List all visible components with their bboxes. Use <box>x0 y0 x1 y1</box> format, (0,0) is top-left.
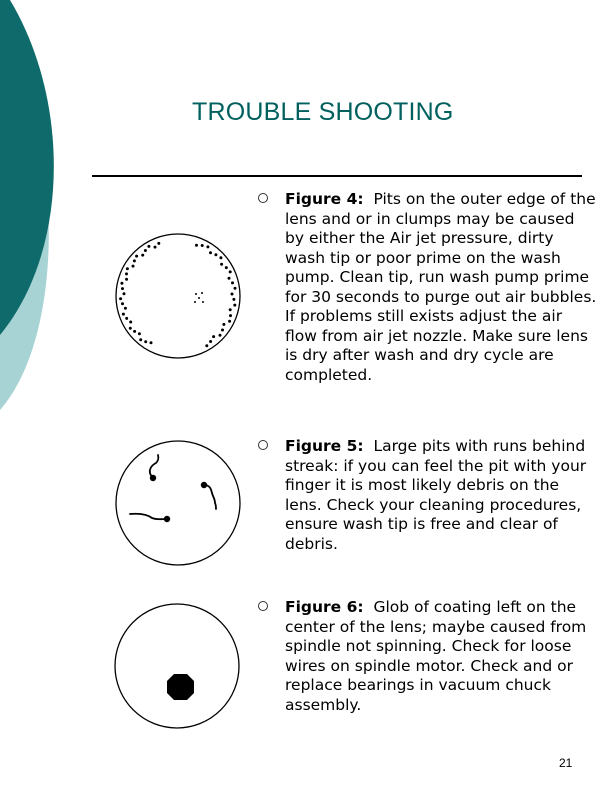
edge-pit-dot <box>141 254 144 257</box>
edge-pit-dot <box>225 266 228 269</box>
lens-outline <box>116 441 240 565</box>
item-text <box>285 437 598 554</box>
edge-pit-dot <box>201 244 204 247</box>
pit-marks <box>150 475 207 522</box>
edge-pit-dot <box>144 340 147 343</box>
figure-description: Large pits with runs behind streak: if you can feel the pit with your finger it is most likely debris on the lens. Check your cleaning procedures, ensure wash tip is free and clear of debris. <box>285 437 587 553</box>
figure-6-lens-diagram <box>112 601 248 737</box>
edge-pit-dot <box>126 267 129 270</box>
edge-pit-dot <box>125 278 128 281</box>
page-title: TROUBLE SHOOTING <box>192 98 454 126</box>
edge-pit-dot <box>139 338 142 341</box>
figure-4-lens-diagram <box>112 230 248 366</box>
figure-description: Pits on the outer edge of the lens and or in clumps may be caused by either the Air jet pressure, dirty wash tip or poor prime on the wash pump. Clean tip, run wash pump prime for 30 seconds to purge out air bubbles. If problems still exists adjust the air flow from air jet nozzle. Make sure lens is dry after wash and dry cycle are completed. <box>285 190 597 384</box>
edge-pit-dots <box>119 242 236 347</box>
edge-pit-dot <box>129 327 132 330</box>
edge-pit-dot <box>221 329 224 332</box>
item-text <box>285 190 598 385</box>
edge-pit-dot <box>205 344 208 347</box>
center-pit-cluster <box>194 292 204 303</box>
edge-pit-dot <box>122 313 125 316</box>
edge-pit-dot <box>228 277 231 280</box>
edge-pit-dot <box>121 287 124 290</box>
edge-pit-dot <box>121 302 124 305</box>
edge-pit-dot <box>229 308 232 311</box>
edge-pit-dot <box>147 245 150 248</box>
edge-pit-dot <box>125 317 128 320</box>
edge-pit-dot <box>154 246 157 249</box>
edge-pit-dot <box>220 263 223 266</box>
item-text <box>285 598 598 715</box>
edge-pit-dot <box>144 249 147 252</box>
edge-pit-dot <box>120 282 123 285</box>
edge-pit-dot <box>124 307 127 310</box>
figure-label: Figure 6: <box>285 598 364 616</box>
edge-pit-dot <box>232 298 235 301</box>
edge-pit-dot <box>157 242 160 245</box>
edge-pit-dot <box>119 297 122 300</box>
edge-pit-dot <box>206 245 209 248</box>
edge-pit-dot <box>234 287 237 290</box>
edge-pit-dot <box>133 259 136 262</box>
edge-pit-dot <box>209 251 212 254</box>
edge-pit-dot <box>138 332 141 335</box>
edge-pit-dot <box>229 314 232 317</box>
edge-pit-dot <box>219 334 222 337</box>
figure-label: Figure 4: <box>285 190 364 208</box>
bullet-icon <box>258 193 268 203</box>
edge-pit-dot <box>129 321 132 324</box>
figure-label: Figure 5: <box>285 437 364 455</box>
figure-description: Glob of coating left on the center of the lens; maybe caused from spindle not spinning. Check for loose wires on spindle motor. Check and or replace bearings in vacuum chuck assembly. <box>285 598 587 714</box>
edge-pit-dot <box>150 341 153 344</box>
edge-pit-dot <box>231 293 234 296</box>
edge-pit-dot <box>123 292 126 295</box>
edge-pit-dot <box>222 323 225 326</box>
edge-pit-dot <box>132 265 135 268</box>
page-number: 21 <box>559 756 573 770</box>
edge-pit-dot <box>133 330 136 333</box>
edge-pit-dot <box>195 244 198 247</box>
title-divider <box>92 175 582 177</box>
figure-5-lens-diagram <box>112 437 248 573</box>
edge-pit-dot <box>125 272 128 275</box>
lens-outline <box>116 234 240 358</box>
lens-outline <box>115 604 239 728</box>
edge-pit-dot <box>233 304 236 307</box>
edge-pit-dot <box>209 340 212 343</box>
edge-pit-dot <box>231 281 234 284</box>
edge-pit-dot <box>212 335 215 338</box>
edge-pit-dot <box>229 270 232 273</box>
edge-pit-dot <box>214 253 217 256</box>
bullet-icon <box>258 440 268 450</box>
bullet-icon <box>258 601 268 611</box>
edge-pit-dot <box>219 256 222 259</box>
edge-pit-dot <box>228 320 231 323</box>
edge-pit-dot <box>135 255 138 258</box>
coating-glob <box>167 674 194 700</box>
